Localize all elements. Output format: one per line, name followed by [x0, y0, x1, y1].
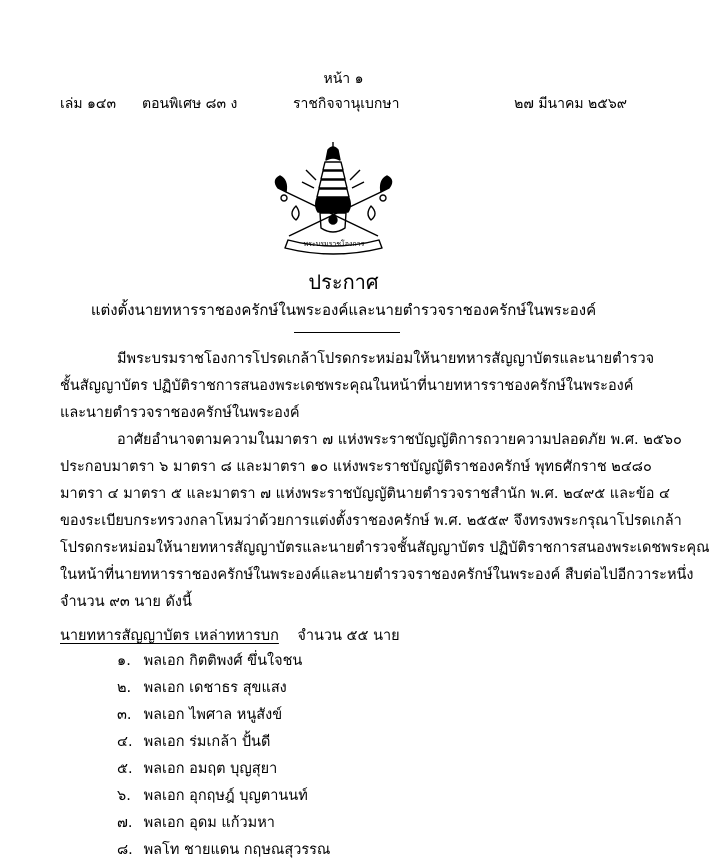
paragraph-line: ประกอบมาตรา ๖ มาตรา ๘ และมาตรา ๑๐ แห่งพระราชบัญญัติราชองครักษ์ พุทธศักราช ๒๔๘๐ — [60, 459, 652, 475]
paragraph-line: มาตรา ๔ มาตรา ๕ และมาตรา ๗ แห่งพระราชบัญญัตินายตำรวจราชสำนัก พ.ศ. ๒๔๙๕ และข้อ ๔ — [60, 486, 671, 502]
gazette-name: ราชกิจจานุเบกษา — [293, 96, 400, 112]
volume-number: เล่ม ๑๔๓ — [60, 96, 117, 112]
list-item — [117, 841, 330, 859]
list-item — [117, 706, 282, 724]
paragraph-line: และนายตำรวจราชองครักษ์ในพระองค์ — [60, 405, 300, 421]
list-item-number: ๕. — [117, 761, 133, 777]
list-item — [117, 760, 277, 778]
gazette-header-line — [60, 93, 627, 111]
list-item-name: พลเอก อุกฤษฎ์ บุญตานนท์ — [143, 788, 308, 804]
paragraph-line: ของระเบียบกระทรวงกลาโหมว่าด้วยการแต่งตั้งราชองครักษ์ พ.ศ. ๒๕๕๙ จึงทรงพระกรุณาโปรดเกล้า — [60, 513, 682, 529]
publication-date: ๒๗ มีนาคม ๒๕๖๙ — [514, 96, 627, 112]
page-number: หน้า ๑ — [323, 71, 364, 87]
list-item-name: พลโท ชายแดน กฤษณสุวรรณ — [143, 842, 331, 858]
section-heading-underlined: นายทหารสัญญาบัตร เหล่าทหารบก — [60, 628, 279, 644]
document-subtitle: แต่งตั้งนายทหารราชองครักษ์ในพระองค์และนายตำรวจราชองครักษ์ในพระองค์ — [90, 301, 597, 319]
paragraph-line: โปรดกระหม่อมให้นายทหารสัญญาบัตรและนายตำรวจชั้นสัญญาบัตร ปฏิบัติราชการสนองพระเดชพระคุณ — [60, 540, 710, 556]
title-divider — [294, 332, 400, 333]
paragraph-line: ในหน้าที่นายทหารราชองครักษ์ในพระองค์และนายตำรวจราชองครักษ์ในพระองค์ สืบต่อไปอีกวาระหนึ่ง — [60, 567, 694, 583]
paragraph-line: มีพระบรมราชโองการโปรดเกล้าโปรดกระหม่อมให้นายทหารสัญญาบัตรและนายตำรวจ — [117, 351, 655, 367]
list-item-number: ๖. — [117, 788, 131, 804]
royal-crown-emblem-icon — [266, 140, 401, 256]
document-title: ประกาศ — [308, 270, 379, 294]
list-item-number: ๓. — [117, 707, 132, 723]
paragraph-line: ชั้นสัญญาบัตร ปฏิบัติราชการสนองพระเดชพระคุณในหน้าที่นายทหารราชองครักษ์ในพระองค์ — [60, 378, 634, 394]
list-item — [117, 679, 287, 697]
list-item-name: พลเอก อุดม แก้วมหา — [143, 815, 275, 831]
paragraph-line: อาศัยอำนาจตามความในมาตรา ๗ แห่งพระราชบัญญัติการถวายความปลอดภัย พ.ศ. ๒๕๖๐ — [117, 432, 682, 448]
list-item-name: พลเอก กิตติพงศ์ ขึ่นใจชน — [143, 653, 303, 669]
list-item — [117, 787, 308, 805]
list-item — [117, 733, 270, 751]
list-item-number: ๘. — [117, 842, 133, 858]
list-item-name: พลเอก อมฤต บุญสุยา — [143, 761, 278, 777]
section-heading — [60, 624, 400, 647]
list-item-number: ๔. — [117, 734, 133, 750]
list-item-number: ๒. — [117, 680, 132, 696]
paragraph-line: จำนวน ๙๓ นาย ดังนี้ — [60, 594, 192, 610]
royal-emblem — [266, 140, 401, 256]
list-item-number: ๑. — [117, 653, 131, 669]
list-item-name: พลเอก ร่มเกล้า ปั้นดี — [143, 734, 271, 750]
list-item-number: ๗. — [117, 815, 133, 831]
list-item-name: พลเอก ไพศาล หนูสังข์ — [143, 707, 283, 723]
section-heading-count: จำนวน ๕๕ นาย — [297, 628, 400, 644]
list-item — [117, 652, 302, 670]
section-number: ตอนพิเศษ ๘๓ ง — [142, 96, 238, 112]
list-item-name: พลเอก เดชาธร สุขแสง — [143, 680, 287, 696]
list-item — [117, 814, 275, 832]
emblem-ribbon-text: พระบรมราชโองการ — [303, 240, 365, 248]
